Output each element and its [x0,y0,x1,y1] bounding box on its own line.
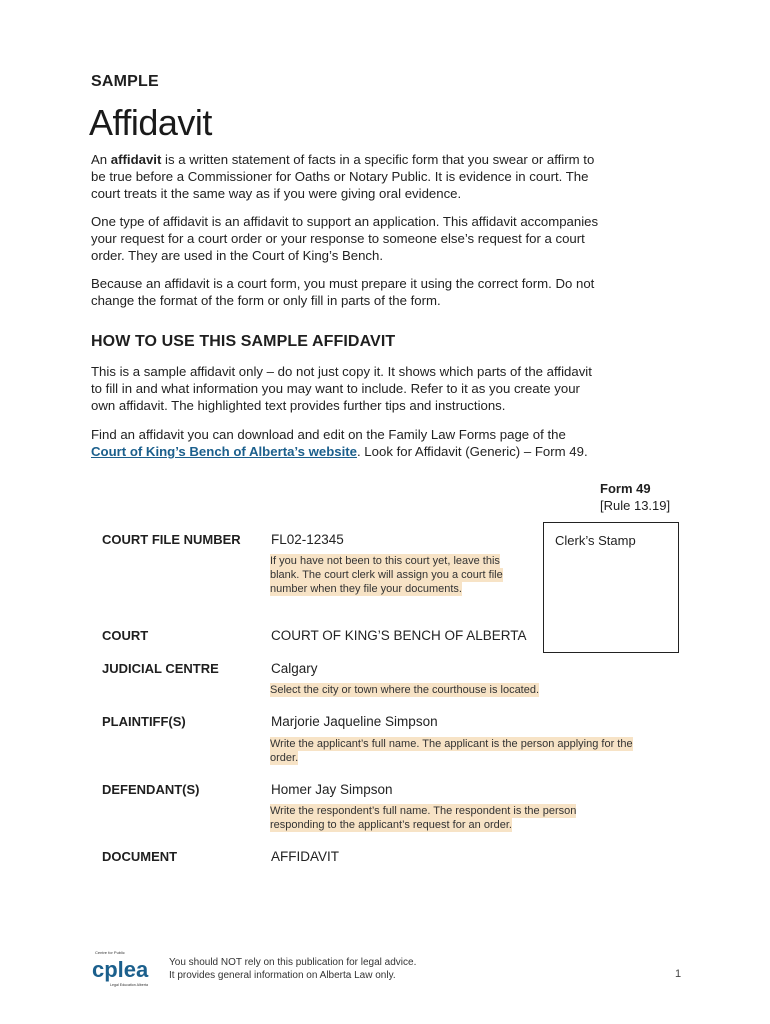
clerk-stamp-label: Clerk’s Stamp [555,533,636,548]
footer-disclaimer [169,956,416,982]
defendant-tip-text: Write the respondent’s full name. The respondent is the person responding to the applicant’s request for an order. [270,805,577,831]
sample-label: SAMPLE [91,73,159,90]
court-file-number-value: FL02-12345 [271,532,344,547]
howto-paragraph-download [91,426,601,460]
howto-download-suffix: . Look for Affidavit (Generic) – Form 49. [356,444,588,460]
court-value: COURT OF KING’S BENCH OF ALBERTA [271,628,527,643]
rule-number: [Rule 13.19] [600,498,671,513]
clerk-stamp-box [543,522,679,653]
intro-paragraph-application: One type of affidavit is an affidavit to support an application. This affidavit accompanies your request for a court order or your response to someone else’s request for a court order. They are used in the Court of King’s Bench. [91,214,599,264]
document-value: AFFIDAVIT [271,849,340,864]
plaintiff-label: PLAINTIFF(S) [102,714,186,729]
plaintiff-tip-text: Write the applicant’s full name. The applicant is the person applying for the order. [270,738,633,764]
court-file-number-tip [270,554,520,596]
intro-prefix: An [91,152,111,167]
defendant-tip [270,804,630,832]
howto-download-prefix: Find an affidavit you can download and edit on the Family Law Forms page of the [91,427,566,442]
footer-disclaimer-line-1: You should NOT rely on this publication for legal advice. [169,957,417,968]
cplea-logo-wordmark: cplea [92,957,149,982]
cplea-logo-top-text: Centre for Public [95,950,125,955]
cplea-logo [90,948,156,990]
defendant-value: Homer Jay Simpson [271,782,393,797]
affidavit-term: affidavit [110,152,162,167]
section-heading-howto: HOW TO USE THIS SAMPLE AFFIDAVIT [91,333,396,350]
intro-paragraph-definition [91,151,601,203]
page-title: Affidavit [89,102,212,143]
form-number: Form 49 [600,481,651,496]
cplea-logo-bottom-text: Legal Education Alberta [110,983,148,987]
document-label: DOCUMENT [102,849,178,864]
intro-definition-text: is a written statement of facts in a specific form that you swear or affirm to be true before a Commissioner for Oaths or Notary Public. It is evidence in court. The court treats it the same way as if you were giving oral evidence. [91,152,595,202]
footer-disclaimer-line-2: It provides general information on Alberta Law only. [169,970,396,981]
plaintiff-tip [270,737,660,765]
court-file-number-label: COURT FILE NUMBER [102,532,241,547]
judicial-centre-label: JUDICIAL CENTRE [102,661,219,676]
judicial-centre-tip [270,683,600,697]
judicial-centre-tip-text: Select the city or town where the courthouse is located. [270,684,540,696]
page-number: 1 [675,968,682,980]
plaintiff-value: Marjorie Jaqueline Simpson [271,714,438,729]
court-website-link[interactable]: Court of King’s Bench of Alberta’s website [91,444,357,460]
court-file-number-tip-text: If you have not been to this court yet, leave this blank. The court clerk will assign you a court file number when they file your documents. [270,555,503,595]
howto-paragraph-sample: This is a sample affidavit only – do not just copy it. It shows which parts of the affidavit to fill in and what information you may want to include. Refer to it as you create your own affidavit. The highlighted text provides further tips and instructions. [91,364,592,414]
court-label: COURT [102,628,149,643]
defendant-label: DEFENDANT(S) [102,782,200,797]
judicial-centre-value: Calgary [271,661,318,676]
intro-paragraph-format: Because an affidavit is a court form, you must prepare it using the correct form. Do not change the format of the form or only fill in parts of the form. [91,276,595,309]
